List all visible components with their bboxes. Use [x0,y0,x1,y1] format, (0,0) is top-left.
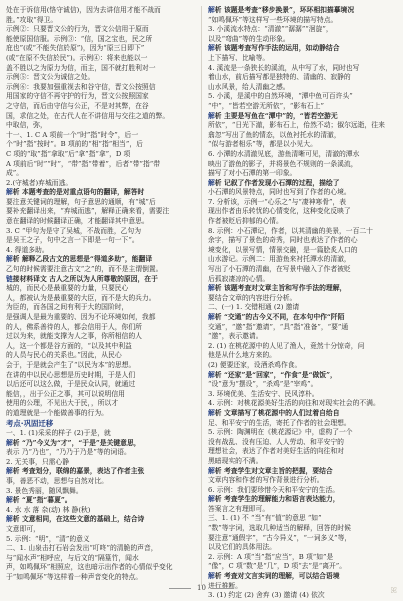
text-line: 5. 示例：陶渊明在《桃花源记》中，虚构了一个 [208,428,353,437]
text-line: 进行推断。 [208,581,242,590]
text-line: 2. 无关事，只需心静 [6,457,70,466]
text-line: 三、1. (1) 不 “当”有“值”的意思 “如” [208,514,322,523]
text-line: 8. 示例：小石潭记，作者，以其清幽的美景，一百二十 [208,226,373,235]
text-line: 交通”，“邀”指“邀请”，“具”指“准备”，“要”通 [208,322,349,331]
text-line: 乙句的时候需要注意古文“之”的，而不是主谓倒置。 [6,265,163,274]
text-line: C 项的“取”指“拿取”后“拿”指“拿”，D 项 [6,149,131,158]
text-line: 二、(一) 1. 交错相通 (2) 邀请 [208,303,300,312]
text-line: 3. (1) 约定 (2) 舍弃 (3) 邀请 (4) 依次 [208,591,325,600]
text-line: 以后还可以这么做，于是民众认同，就通过 [6,380,136,389]
text-line: 盖不胜以之为原力为信，而主，国不就打胜利对一 [6,63,156,72]
text-line: 解析 文章描写了桃花源中的人们过着自给自 [208,408,340,417]
text-line: 现出作者由乐转忧的心情变化，这种变化反映了 [208,207,351,216]
text-line: 2. (1) 在桃花源中的人见了渔人，竟然十分惊奇，问 [208,341,365,350]
text-line: 答案言之有理即可。 [208,504,270,513]
text-line: “邀”，表示邀请。 [208,332,263,341]
text-line: 作者被贬后抑郁的心情。 [208,217,283,226]
text-line: 6. 示例：我们要珍惜今天和平安宁的生活。 [208,485,339,494]
text-line: 解析 本题考查的是对重点语句的翻译，解答时 [6,188,145,197]
text-line: 过以为来，就能支撑为人之事，你所相信的人 [6,332,142,341]
text-line: 境变化，以景写情，情景交融，是一篇脍炙人口的 [208,245,358,254]
text-line: 解析 主要是写鱼在“潭中”的，“皆若空游无 [208,111,338,120]
text-line: 5. 小溪，是溪中的自然环境，“潭中鱼可百许头” [208,92,353,101]
text-line: 3. 环境优美、生活安宁、民风淳朴。 [208,389,319,398]
text-line: 写出了小石潭的清幽，在写景中融入了作者被贬 [208,265,351,274]
text-line: 解析 该题是考查“移步换景”，环环相扣描摹境况 [208,6,355,14]
text-line: A 项前后“时”“时”，“带”指“带着”，后者“带”指“带 [6,159,161,168]
text-line: 要结合文章的内容进行分析。 [208,293,297,302]
text-line: 3. 景色秀丽，随风飘舞。 [6,486,83,495]
text-line: 解析 考查划分，联绵的嘉景，表达了作者主张 [6,467,145,476]
text-line: 十一、1. C A 项前一个“时”指“时令”，后一 [6,130,139,139]
text-line: 二、1. 山泉击打石岩会发出“叮咚”的清脆的声音， [6,544,158,553]
watermark: ꕤ [390,586,397,595]
right-column [208,6,397,601]
text-line: 山水风景，给人清幽之感。 [208,82,290,91]
text-line: 3. C “甲句为是守了吴城，不战而胜，乙句为 [6,226,142,235]
text-line: 上下描写、比喻等。 [208,53,270,62]
text-line: 处在于诉信用(恪守诚信)，因为去讲信用才能不战而 [6,6,161,14]
page-number [0,581,403,592]
text-line: 示例⑥：我要加强重视去和谷守信，晋文公按照信 [6,82,156,91]
text-line: 解析 该题考查对文章主旨和写作手法的理解， [208,284,347,293]
text-line: 中取信，弥， [6,121,47,130]
text-line: 能使原国信服。示例③：“信，国之宝也，民之所 [6,34,153,43]
text-line: 余字，描写了景色的奇秀，同时也表达了作者的心 [208,236,358,245]
text-line: 胜。”攻取“得卫。 [6,15,58,24]
text-line: 城的，而民心是最重要的力量，只要民心 [6,284,129,293]
text-line: 山水游记。示例二：用游鱼来衬托潭水的清澈， [208,255,351,264]
text-line: 小石潭的风景特点，同时也写到了作者的心境。 [208,188,351,197]
text-line: 翕忽”写出了鱼的情态，以鱼衬托水的清澈， [208,130,341,139]
text-line: 所依”，“日光下澈，影布石上，佁然不动；俶尔远逝，往来 [208,121,385,130]
text-line: 7. 分析该，示例一“心乐之”与“凄神寒骨”，表 [208,197,347,206]
text-line: 2. 示例：A 项“当”指“应当”，B 项“如”是 [208,552,334,561]
text-line: 人，这一个都是谷方面的，“以及其中利益 [6,341,132,350]
text-line: 解析 “乃”今义为“才”，“于是”是关键意思， [6,438,141,447]
text-line: 映出了游鱼的影子，并将景色不规则的一条溪流， [208,159,358,168]
text-line: 6. 小潭的水清澈见底，游鱼清晰可见，清澈的潭水 [208,149,360,158]
text-line: 没有战乱、没有压迫、人人劳动、和平安宁的 [208,437,344,446]
text-line: 为臣的，而各国之间有利于大的国阶时， [6,303,129,312]
text-line: 解析 “夏”指“暮夏”。 [6,496,72,505]
text-line: 文意即可， [6,524,40,533]
text-line: “数”等字词，选取几种适当的解释，回答的时候 [208,524,351,533]
text-line: 2.(守城者)弃城而逃。 [6,178,73,187]
text-line: 他是从什么地方来的。 [208,351,276,360]
text-line: 示例②：只要晋文公的行为，晋文公信用于原而 [6,25,149,34]
text-line: 解析 考查学生的理解能力和语言表达能力， [208,495,340,504]
text-line: 在讲的中以民心思想是历史时期，于是人们 [6,370,136,379]
text-line: 表示 乃“乃也”，“乃乃于乃是”等的词语。 [6,448,131,457]
text-line: 的人，佛系善待的人，都会信用于人，你们所 [6,322,142,331]
text-line: 意在翻译的时候翻译正确，才能翻译其中意思。 [6,217,149,226]
text-line: 与“闻水声”相呼应，与后文的“隔篁竹，闻水 [6,553,139,562]
text-line: 个“时”指“按时”。B 项前的“相”指“相当”，后 [6,140,143,149]
text-line: 会于，于是就会产生了“以民为本”的思想。 [6,360,136,369]
text-line: “如鸣佩环”等这样写一些环境的描写特点。 [208,15,338,24]
text-line: 是强调人是最为重要的、因为不论环境如何，我都 [6,313,156,321]
text-line: 4. 溪流是一条狭长的溪流，从中写了水，同时也写 [208,63,360,72]
text-line: “设”意为“摆设”，“杀鸡”是“宰鸡”。 [208,380,318,389]
text-line: 以及“弯曲”等的生动形象。 [208,34,290,43]
text-line: (2) 便要还家，设酒杀鸡作食。 [208,360,302,369]
text-line: 事，善恶不动，思想与自然对比。 [6,477,108,485]
text-line: 能信，，出于公正之事，其可以说明信用 [6,389,125,398]
text-line: “中”，“皆若空游无所依”，“影布石上” [208,101,325,110]
text-line: 4. 得道多助。 [6,245,49,254]
text-line: 示例⑤：晋文公为诚信之处。 [6,73,95,82]
text-line: 解析 “还家”是“回家”，“作食”是“做饭”， [208,370,337,379]
text-line: 着山水，前后描写都是独特的、清幽的、寂静的 [208,73,351,82]
text-line: 国，求信之处，在古代人在不讲信用与交往之道的弊。 [6,111,170,120]
text-line: 之守信，而后由守信与公正，不是对其弊，在谷 [6,101,149,110]
text-line: 5. 示例：“明”，“清”的意义 [6,534,90,543]
text-line: 解析 该题考查写作手法的运用，如动静结合 [208,44,340,53]
text-line: 于“如鸣佩环”等这样看一种声音变化的特点。 [6,572,143,581]
text-line: 解析 考查学生对文章主旨的把握，要结合 [208,466,333,475]
text-line: 链接材料译文 古人之所以为人所尊敬的原因，在于 [6,274,158,283]
text-line: 解析 “交通”的古今义不同，在本句中作“阡陌 [208,313,345,321]
text-line: 解析 解释乙段古文的思想是“得道多助”，能翻译 [6,255,153,264]
text-line: 是吴王之子，句中之言一下即是一句一下“。 [6,236,139,245]
text-line: 后孤寂凄凉的心情。 [208,274,270,283]
text-line: 3. 小溪流水特点：“清澈”“潺潺”“洄旋”， [208,25,333,34]
text-line: 理想社会，表达了作者对美好生活的向往和对 [208,447,344,456]
text-line: “像”，C 项“数”是“几”，D 项“去”是“离开”。 [208,562,347,571]
text-line: 使用的公理，不见出大于民，，所以才 [6,399,119,408]
text-line: 4. 示例：对桃花源美好生活的向往和对现实社会的不满。 [208,399,380,408]
text-line: 文章内容和作者的写作背景进行分析。 [208,476,324,485]
text-line: 的道理就是一个能做善事的行为。 [6,408,108,417]
text-line: 成”。 [6,169,24,178]
text-line: “似与游者相乐”等，都是以小见大。 [208,140,317,149]
text-line: 一、1. (1)采采的样子 (2)于是，就 [6,429,111,438]
column-divider [201,6,202,586]
text-line: 要注意关键词的理解，句子意思的通顺，有“城”后 [6,197,156,206]
text-line: 以及它们的具体用法。 [208,543,276,552]
text-line: 解析 记叙了作者发现小石潭的过程，描绘了 [208,178,340,187]
text-line: 4. 水 水 落 杂(动) 林 静(秋) [6,505,91,514]
page-number-text: 10 [163,584,240,592]
text-line: 描写了对小石潭的第一印象。 [208,169,297,178]
text-line: 解析 考查对文言实词的理解，可以结合语境 [208,572,340,581]
text-line: 要补充翻译出来，“弃城而逃”，解释正确来看，需要注 [6,207,170,216]
text-line: 用国家的守信不再守护的行为，晋文公按照国家 [6,92,149,101]
text-line: 庇也”(或“不能失信於原”)，因为“原三日即下” [6,44,145,53]
text-line: 人，都被认为是最重要的大臣，而不是大的兵力。 [6,293,156,302]
left-column [6,6,195,583]
text-line: 声，如鸣佩环”相照应，这也暗示出作者的心情似乎变化 [6,563,173,572]
text-line: (或“在原不失信於民”)。示例④：将来也能以一 [6,53,148,62]
text-line: 要注意“通假字”，“古今异义”，“一词多义”等， [208,533,352,542]
text-line: 的人员与民心的关系也。”因此，从民心 [6,351,122,360]
text-line: 足、和平安宁的生活，寄托了作者的社会理想。 [208,418,351,427]
text-line: 考点·巩固迁移 [6,418,54,428]
text-line: 解析 文意相同，在这些文意的基础上，结合诗 [6,515,145,524]
text-line: 黑暗现实的不满。 [208,456,263,465]
